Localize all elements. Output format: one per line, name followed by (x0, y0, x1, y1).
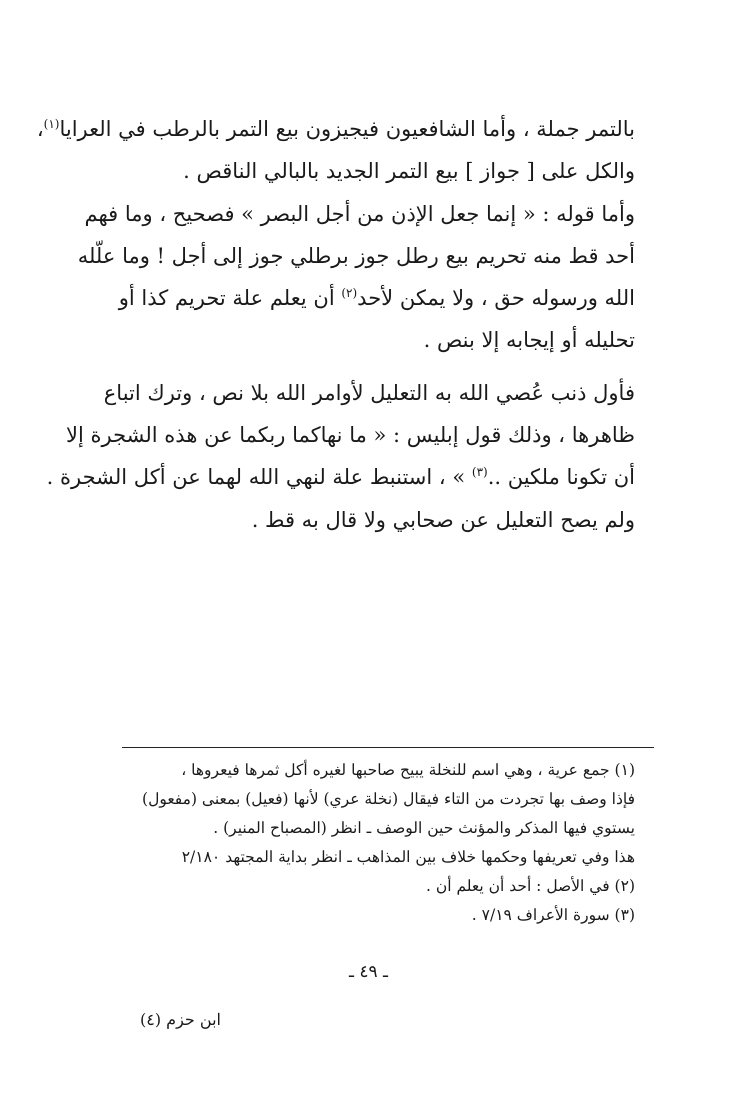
footnote-line-3: يستوي فيها المذكر والمؤنث حين الوصف ـ انظر (المصباح المنير) . (213, 819, 635, 837)
text-line-1-tail: ، (36, 117, 44, 141)
text-line-4: أحد قط منه تحريم بيع رطل جوز برطلي جوز إلى أجل ! وما علّله (77, 243, 635, 268)
text-line-9 (46, 456, 635, 498)
text-line-8: ظاهرها ، وذلك قول إبليس : « ما نهاكما ربكما عن هذه الشجرة إلا (66, 423, 635, 448)
text-line-10: ولم يصح التعليل عن صحابي ولا قال به قط . (251, 507, 635, 532)
text-line-9-content: أن تكونا ملكين .. (487, 465, 635, 490)
main-text-block (36, 108, 635, 541)
footnote-line-5: (٢) في الأصل : أحد أن يعلم أن . (425, 877, 635, 895)
footnote-line-2: فإذا وصف بها تجردت من التاء فيقال (نخلة عري) لأنها (فعيل) بمعنى (مفعول) (142, 790, 635, 808)
footnote-line-1: (١) جمع عرية ، وهي اسم للنخلة يبيح صاحبها لغيره أكل ثمرها فيعروها ، (181, 761, 635, 779)
text-line-2: والكل على [ جواز ] بيع التمر الجديد بالبالي الناقص . (183, 159, 635, 184)
text-line-3: وأما قوله : « إنما جعل الإذن من أجل البصر » فصحيح ، وما فهم (84, 201, 635, 226)
text-line-6: تحليله أو إيجابه إلا بنص . (423, 328, 635, 353)
footnote-divider (122, 747, 654, 748)
text-line-9-tail: » ، استنبط علة لنهي الله لهما عن أكل الشجرة . (46, 465, 466, 490)
footnote-ref-2: (٢) (341, 286, 358, 301)
footnotes-block (130, 756, 635, 930)
text-line-7: فأول ذنب عُصي الله به التعليل لأوامر الله بلا نص ، وترك اتباع (103, 380, 635, 405)
text-line-5 (120, 277, 635, 319)
book-signature: ابن حزم (٤) (140, 1010, 221, 1029)
text-line-5-tail: أن يعلم علة تحريم كذا أو (118, 286, 335, 311)
footnote-ref-3: (٣) (471, 465, 488, 480)
text-line-1-content: بالتمر جملة ، وأما الشافعيون فيجيزون بيع التمر بالرطب في العرايا (59, 117, 635, 141)
page-number: ـ ٤٩ ـ (348, 962, 389, 982)
footnote-line-6: (٣) سورة الأعراف ٧/١٩ . (471, 906, 635, 924)
footnote-ref-1: (١) (43, 117, 60, 131)
text-line-5-content: الله ورسوله حق ، ولا يمكن لأحد (357, 286, 635, 311)
paragraph-gap (120, 362, 635, 372)
footnote-line-4: هذا وفي تعريفها وحكمها خلاف بين المذاهب ـ انظر بداية المجتهد ٢/١٨٠ (181, 848, 635, 866)
text-line-1 (36, 108, 635, 150)
